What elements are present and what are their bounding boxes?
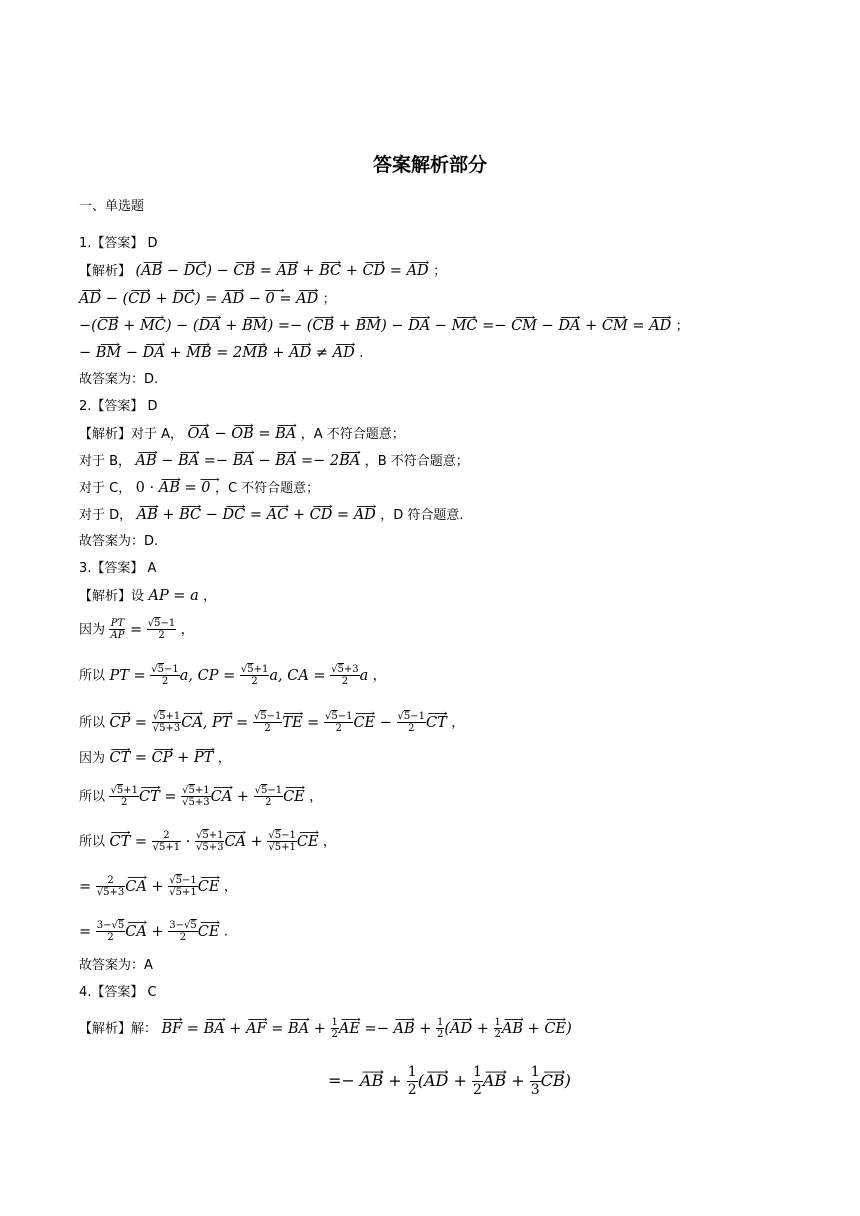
q2-line-a: 【解析】对于 A， ⟶ OA − ⟶ OB = ⟶ BA ，A 不符合题意； <box>79 425 405 444</box>
q3-line-1: 【解析】设 AP = a ， <box>79 588 217 604</box>
q3-line-2: 因为 $\frac{PT}{AP}$ = $\frac{√5-1}{2}$ ， <box>79 618 194 641</box>
q4-line-1: 【解析】解： ⟶ BF = ⟶ BA + ⟶ AF = ⟶ BA + $\frac{1}{2}$ ⟶ AE =− ⟶ AB + $\frac{1}{2}$ (⟶ AD + $\frac{1}{2}$ ⟶ AB + ⟶ CE) <box>79 1017 572 1040</box>
q3-analysis-label: 【解析】设 <box>79 589 145 604</box>
q3-line-3: 所以 PT = $\frac{√5-1}{2}$ a, CP = $\frac{√5+1}{2}$ a, CA = $\frac{√5+3}{2}$ a ， <box>79 664 386 687</box>
q2-c-note: ，C 不符合题意； <box>214 481 320 496</box>
q3-line-4: 所以 ⟶ CP = $\frac{√5+1}{√5+3}$ ⟶ CA, ⟶ PT = $\frac{√5-1}{2}$ ⟶ TE = $\frac{√5-1}{2}$ ⟶ CE − $\frac{√5-1}{2}$ ⟶ CT ， <box>79 711 464 734</box>
q3-line-7: 所以 ⟶ CT = $\frac{2}{√5+1}$ · $\frac{√5+1}{√5+3}$ ⟶ CA + $\frac{√5-1}{√5+1}$ ⟶ CE ， <box>79 830 336 853</box>
q1-analysis-label: 【解析】 <box>79 264 132 279</box>
q2-line-c: 对于 C， 0 · ⟶ AB = ⟶ 0 ，C 不符合题意； <box>79 479 319 498</box>
q4-analysis-label: 【解析】解： <box>79 1021 158 1037</box>
section-heading: 一、单选题 <box>79 199 145 214</box>
q4-line-2: =− ⟶ AB + $\frac{1}{2}$ (⟶ AD + $\frac{1}{2}$ ⟶ AB + $\frac{1}{3}$ ⟶ CB) <box>328 1064 571 1099</box>
q2-answer: 2.【答案】 D <box>79 399 158 414</box>
q2-a-note: ，A 不符合题意； <box>300 427 405 442</box>
q1-formula-1: (⟶ AB − ⟶ DC) − ⟶ CB = ⟶ AB + ⟶ BC + ⟶ CD = ⟶ AD <box>135 263 428 279</box>
q3-line-8: = $\frac{2}{√5+3}$ ⟶ CA + $\frac{√5-1}{√5+1}$ ⟶ CE ， <box>79 875 237 898</box>
q2-d-note: ，D 符合题意. <box>380 508 464 523</box>
q4-answer: 4.【答案】 C <box>79 985 157 1000</box>
q1-answer: 1.【答案】 D <box>79 236 158 251</box>
q2-c-prefix: 对于 C， <box>79 481 132 496</box>
q1-formula-3: −(⟶ CB + ⟶ MC) − (⟶ DA + ⟶ BM) =− (⟶ CB + ⟶ BM) − ⟶ DA − ⟶ MC =− ⟶ CM − ⟶ DA + ⟶ CM = ⟶ AD ； <box>79 317 689 336</box>
q2-conclusion: 故答案为：D. <box>79 534 159 549</box>
q2-d-prefix: 对于 D， <box>79 508 133 523</box>
q2-analysis-label: 【解析】对于 A， <box>79 427 184 442</box>
q2-b-note: ，B 不符合题意； <box>364 454 469 469</box>
q3-line-5: 因为 ⟶ CT = ⟶ CP + ⟶ PT ， <box>79 749 231 768</box>
q1-conclusion: 故答案为：D. <box>79 372 159 387</box>
q2-line-b: 对于 B， ⟶ AB − ⟶ BA =− ⟶ BA − ⟶ BA =− 2⟶ BA ，B 不符合题意； <box>79 452 469 471</box>
q3-answer: 3.【答案】 A <box>79 561 157 576</box>
q1-line-1: 【解析】 (⟶ AB − ⟶ DC) − ⟶ CB = ⟶ AB + ⟶ BC + ⟶ CD = ⟶ AD ； <box>79 262 446 281</box>
q1-formula-2: ⟶ AD − (⟶ CD + ⟶ DC) = ⟶ AD − ⟶ 0 = ⟶ AD ； <box>79 290 336 309</box>
q2-b-prefix: 对于 B， <box>79 454 132 469</box>
q1-formula-4: − ⟶ BM − ⟶ DA + ⟶ MB = 2⟶ MB + ⟶ AD ≠ ⟶ AD . <box>79 344 363 363</box>
q3-conclusion: 故答案为：A <box>79 958 153 973</box>
page-title: 答案解析部分 <box>372 154 487 176</box>
q2-line-d: 对于 D， ⟶ AB + ⟶ BC − ⟶ DC = ⟶ AC + ⟶ CD = ⟶ AD ，D 符合题意. <box>79 506 464 525</box>
q3-line-6: 所以 $\frac{√5+1}{2}$ ⟶ CT = $\frac{√5+1}{√5+3}$ ⟶ CA + $\frac{√5-1}{2}$ ⟶ CE ， <box>79 785 322 808</box>
q3-line-9: = $\frac{3-√5}{2}$ ⟶ CA + $\frac{3-√5}{2}$ ⟶ CE . <box>79 920 228 943</box>
